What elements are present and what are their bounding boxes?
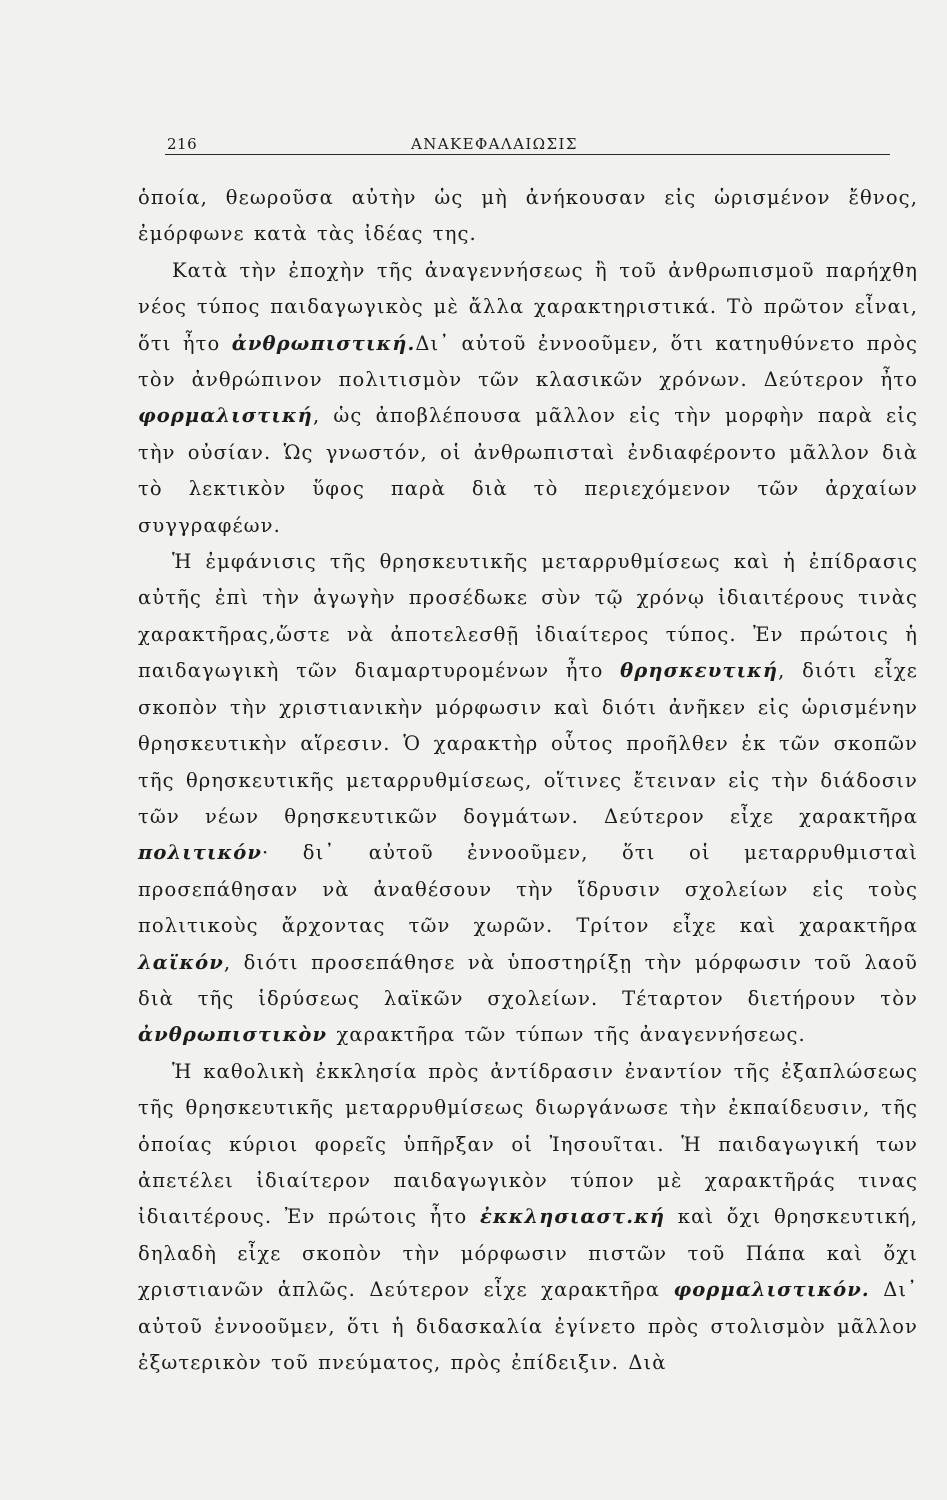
text-run: · δι᾿ αὐτοῦ ἐννοοῦμεν, ὅτι οἱ μεταρρυθμισταὶ προσεπάθησαν νὰ ἀναθέσουν τὴν ἵδρυσιν σχολείων εἰς τοὺς πολιτικοὺς ἄρχοντας τῶν χωρῶν. Τρίτον εἶχε καὶ χαρακτῆρα	[138, 841, 918, 938]
emphasis-term: ἀνθρωπιστική.	[231, 331, 416, 355]
text-run: , ὡς ἀποβλέπουσα μᾶλλον εἰς τὴν μορφὴν παρὰ εἰς τὴν οὐσίαν. Ὡς γνωστόν, οἱ ἀνθρωπισταὶ ἐνδιαφέροντο μᾶλλον διὰ τὸ λεκτικὸν ὕφος παρὰ διὰ τὸ περιεχόμενον τῶν ἀρχαίων συγγραφέων.	[138, 404, 918, 537]
emphasis-term: πολιτικόν	[138, 841, 262, 865]
paragraph-4	[138, 1054, 918, 1382]
body-text	[138, 180, 918, 1381]
text-run: Δι᾿ αὐτοῦ ἐννοοῦμεν, ὅτι ἡ διδασκαλία ἐγίνετο πρὸς στολισμὸν μᾶλλον ἐξωτερικὸν τοῦ πνεύματος, πρὸς ἐπίδειξιν. Διὰ	[138, 1278, 918, 1374]
running-head: ΑΝΑΚΕΦΑΛΑΙΩΣΙΣ	[411, 135, 578, 153]
emphasis-term: φορμαλιστική	[138, 404, 313, 428]
emphasis-term: θρησκευτική	[620, 659, 779, 683]
emphasis-term: ἀνθρωπιστικὸν	[138, 1023, 328, 1047]
paragraph-1	[138, 180, 918, 253]
text-run: ὁποία, θεωροῦσα αὐτὴν ὡς μὴ ἀνήκουσαν εἰς ὡρισμένον ἔθνος, ἐμόρφωνε κατὰ τὰς ἰδέας της.	[138, 186, 918, 246]
text-run: καὶ ὄχι θρησκευτική, δηλαδὴ εἶχε σκοπὸν τὴν μόρφωσιν πιστῶν τοῦ Πάπα καὶ ὄχι χριστιανῶν ἁπλῶς. Δεύτερον εἶχε χαρακτῆρα	[138, 1205, 918, 1302]
page-header	[165, 128, 890, 155]
text-run: χαρακτῆρα τῶν τύπων τῆς ἀναγεννήσεως.	[327, 1023, 806, 1047]
text-run: Δι᾿ αὐτοῦ ἐννοοῦμεν, ὅτι κατηυθύνετο πρὸς τὸν ἀνθρώπινον πολιτισμὸν τῶν κλασικῶν χρόνων. Δεύτερον ἦτο	[138, 331, 918, 392]
emphasis-term: ἐκκλησιαστ.κή	[479, 1205, 666, 1229]
paragraph-2	[138, 253, 918, 544]
text-run: Ἡ ἐμφάνισις τῆς θρησκευτικῆς μεταρρυθμίσεως καὶ ἡ ἐπίδρασις αὐτῆς ἐπὶ τὴν ἀγωγὴν προσέδωκε σὺν τῷ χρόνῳ ἰδιαιτέρους τινὰς χαρακτῆρας,ὥστε νὰ ἀποτελεσθῇ ἰδιαίτερος τύπος. Ἐν πρώτοις ἡ παιδαγωγικὴ τῶν διαμαρτυρομένων ἦτο	[138, 550, 918, 683]
text-run: Κατὰ τὴν ἐποχὴν τῆς ἀναγεννήσεως ἢ τοῦ ἀνθρωπισμοῦ παρήχθη νέος τύπος παιδαγωγικὸς μὲ ἄλλα χαρακτηριστικά. Τὸ πρῶτον εἶναι, ὅτι ἦτο	[138, 258, 918, 355]
text-run: Ἡ καθολικὴ ἐκκλησία πρὸς ἀντίδρασιν ἐναντίον τῆς ἐξαπλώσεως τῆς θρησκευτικῆς μεταρρυθμίσεως διωργάνωσε τὴν ἐκπαίδευσιν, τῆς ὁποίας κύριοι φορεῖς ὑπῆρξαν οἱ Ἰησουῖται. Ἡ παιδαγωγική των ἀπετέλει ἰδιαίτερον παιδαγωγικὸν τύπον μὲ χαρακτῆράς τινας ἰδιαιτέρους. Ἐν πρώτοις ἦτο	[138, 1059, 918, 1229]
emphasis-term: λαϊκόν	[138, 950, 224, 974]
text-run: , διότι εἶχε σκοπὸν τὴν χριστιανικὴν μόρφωσιν καὶ διότι ἀνῆκεν εἰς ὡρισμένην θρησκευτικὴν αἵρεσιν. Ὁ χαρακτὴρ οὗτος προῆλθεν ἐκ τῶν σκοπῶν τῆς θρησκευτικῆς μεταρρυθμίσεως, οἵτινες ἔτειναν εἰς τὴν διάδοσιν τῶν νέων θρησκευτικῶν δογμάτων. Δεύτερον εἶχε χαρακτῆρα	[138, 659, 918, 828]
paragraph-3	[138, 544, 918, 1054]
page-number: 216	[167, 135, 198, 153]
text-run: , διότι προσεπάθησε νὰ ὑποστηρίξῃ τὴν μόρφωσιν τοῦ λαοῦ διὰ τῆς ἱδρύσεως λαϊκῶν σχολείων. Τέταρτον διετήρουν τὸν	[138, 950, 918, 1010]
emphasis-term: φορμαλιστικόν.	[673, 1278, 870, 1302]
